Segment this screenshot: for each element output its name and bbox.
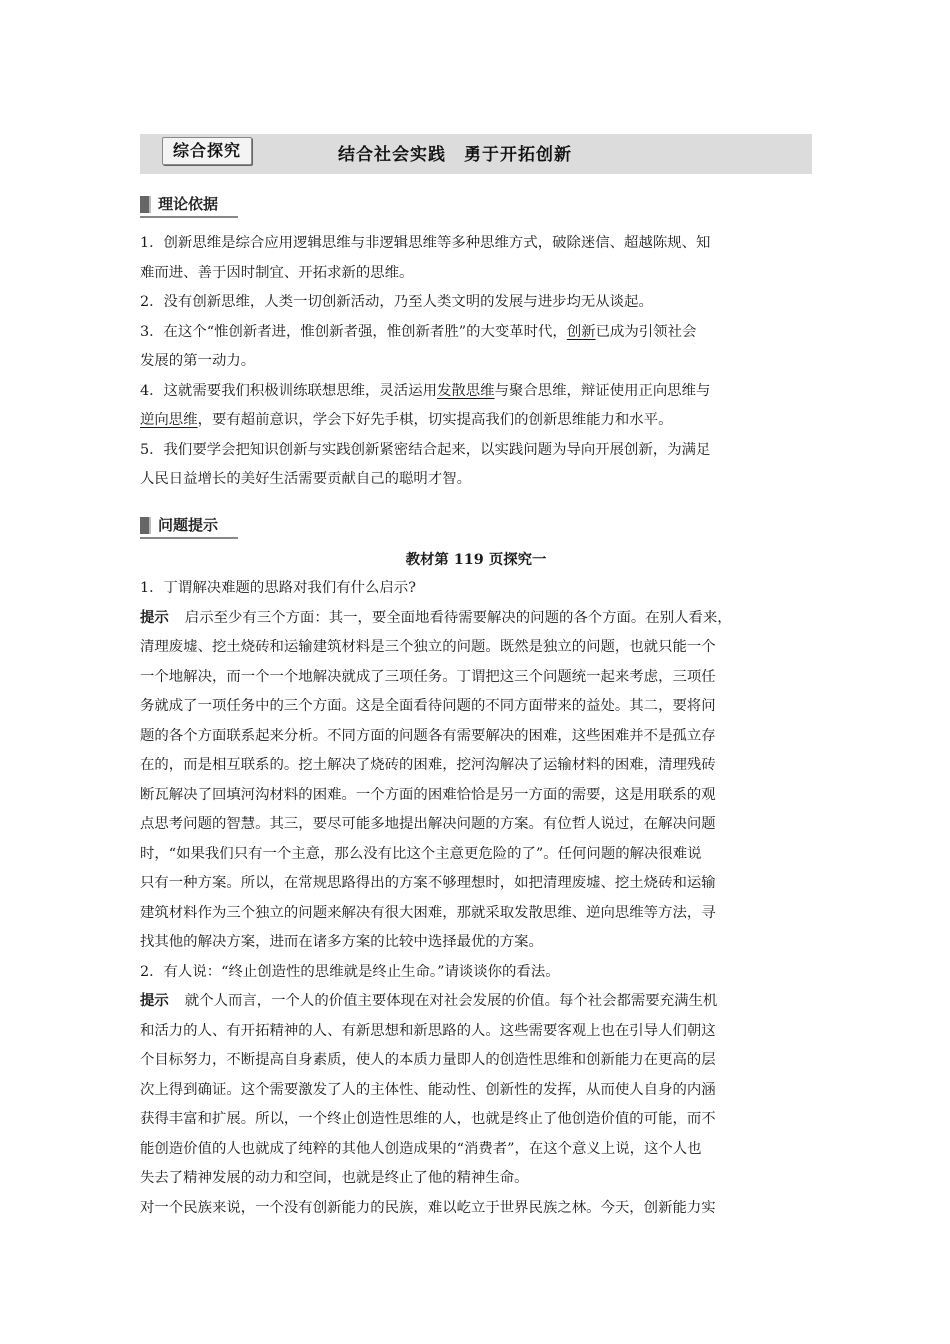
section-banner xyxy=(140,134,812,174)
answer-1-line: 断瓦解决了回填河沟材料的困难。一个方面的困难恰恰是另一方面的需要，这是用联系的观 xyxy=(140,786,716,803)
banner-tab: 综合探究 xyxy=(162,137,252,165)
answer-1-line: 建筑材料作为三个独立的问题来解决有很大困难，那就采取发散思维、逆向思维等方法，寻 xyxy=(140,904,716,921)
answer-1-line: 务就成了一项任务中的三个方面。这是全面看待问题的不同方面带来的益处。其二，要将问 xyxy=(140,698,716,714)
answer-2-line: 提示 就个人而言，一个人的价值主要体现在对社会发展的价值。每个社会都需要充满生机 xyxy=(140,993,718,1009)
page xyxy=(140,134,812,1223)
heading-underline xyxy=(140,537,238,539)
answer-2-line: 个目标努力，不断提高自身素质，使人的本质力量即人的创造性思维和创新能力在更高的层 xyxy=(140,1052,716,1068)
section-heading-label: 问题提示 xyxy=(158,515,219,534)
theory-list xyxy=(140,229,812,495)
answer-1-line: 找其他的解决方案，进而在诸多方案的比较中选择最优的方案。 xyxy=(140,934,543,950)
banner-title: 结合社会实践 勇于开拓创新 xyxy=(338,145,572,165)
theory-item-2: 2．没有创新思维，人类一切创新活动，乃至人类文明的发展与进步均无从谈起。 xyxy=(140,294,653,310)
tip-label: 提示 xyxy=(140,609,169,626)
question-2: 2．有人说：“终止创造性的思维就是终止生命。”请谈谈你的看法。 xyxy=(140,963,560,980)
underlined-term: 发散思维 xyxy=(436,382,495,399)
answer-2-line: 失去了精神发展的动力和空间，也就是终止了他的精神生命。 xyxy=(140,1170,529,1186)
theory-item-4-line-1: 4．这就需要我们积极训练联想思维，灵活运用发散思维与聚合思维，辩证使用正向思维与 xyxy=(140,382,711,399)
question-1: 1．丁谓解决难题的思路对我们有什么启示? xyxy=(140,580,416,596)
theory-item-4-line-2: 逆向思维，要有超前意识，学会下好先手棋，切实提高我们的创新思维能力和水平。 xyxy=(140,412,673,428)
answer-1-line: 在的，而是相互联系的。挖土解决了烧砖的困难，挖河沟解决了运输材料的困难，清理残砖 xyxy=(140,757,716,773)
section-heading-theory xyxy=(140,194,238,216)
heading-underline xyxy=(140,216,238,218)
heading-marker-icon xyxy=(140,196,151,213)
theory-item-5-line-2: 人民日益增长的美好生活需要贡献自己的聪明才智。 xyxy=(140,471,471,487)
heading-marker-icon xyxy=(140,517,151,534)
answer-1-line: 时，“如果我们只有一个主意，那么没有比这个主意更危险的了”。任何问题的解决很难说 xyxy=(140,845,702,862)
theory-item-5-line-1: 5．我们要学会把知识创新与实践创新紧密结合起来，以实践问题为导向开展创新，为满足 xyxy=(140,441,711,458)
section-heading-label: 理论依据 xyxy=(158,195,219,213)
answer-1-line: 点思考问题的智慧。其三，要尽可能多地提出解决问题的方案。有位哲人说过，在解决问题 xyxy=(140,816,716,832)
answer-2-line: 对一个民族来说，一个没有创新能力的民族，难以屹立于世界民族之林。今天，创新能力实 xyxy=(140,1199,716,1216)
answer-2-line: 次上得到确证。这个需要激发了人的主体性、能动性、创新性的发挥，从而使人自身的内涵 xyxy=(140,1081,716,1098)
theory-item-1-line-1: 1．创新思维是综合应用逻辑思维与非逻辑思维等多种思维方式，破除迷信、超越陈规、知 xyxy=(140,235,711,251)
answer-2-line: 获得丰富和扩展。所以，一个终止创造性思维的人，也就是终止了他创造价值的可能，而不 xyxy=(140,1111,716,1127)
tip-label: 提示 xyxy=(140,993,169,1009)
theory-item-3-line-2: 发展的第一动力。 xyxy=(140,353,256,369)
underlined-term: 创新 xyxy=(566,323,596,340)
answer-1-line: 清理废墟、挖土烧砖和运输建筑材料是三个独立的问题。既然是独立的问题，也就只能一个 xyxy=(140,639,716,655)
answer-1-line: 题的各个方面联系起来分析。不同方面的问题各有需要解决的困难，这些困难并不是孤立存 xyxy=(140,727,716,744)
section-heading-questions xyxy=(140,515,238,537)
answer-1-line: 提示 启示至少有三个方面：其一，要全面地看待需要解决的问题的各个方面。在别人看来， xyxy=(140,609,732,626)
underlined-term: 逆向思维 xyxy=(140,412,198,428)
answer-2-line: 和活力的人、有开拓精神的人、有新思想和新思路的人。这些需要客观上也在引导人们朝这 xyxy=(140,1022,716,1039)
theory-item-3-line-1: 3．在这个“惟创新者进，惟创新者强，惟创新者胜”的大变革时代，创新已成为引领社会 xyxy=(140,323,697,340)
theory-item-1-line-2: 难而进、善于因时制宜、开拓求新的思维。 xyxy=(140,264,414,281)
answer-1-line: 一个地解决，而一个一个地解决就成了三项任务。丁谓把这三个问题统一起来考虑，三项任 xyxy=(140,668,716,685)
answer-2-line: 能创造价值的人也就成了纯粹的其他人创造成果的“消费者”，在这个意义上说，这个人也 xyxy=(140,1140,702,1157)
answer-1-line: 只有一种方案。所以，在常规思路得出的方案不够理想时，如把清理废墟、挖土烧砖和运输 xyxy=(140,875,716,891)
exploration-subtitle: 教材第 119 页探究一 xyxy=(405,550,547,568)
